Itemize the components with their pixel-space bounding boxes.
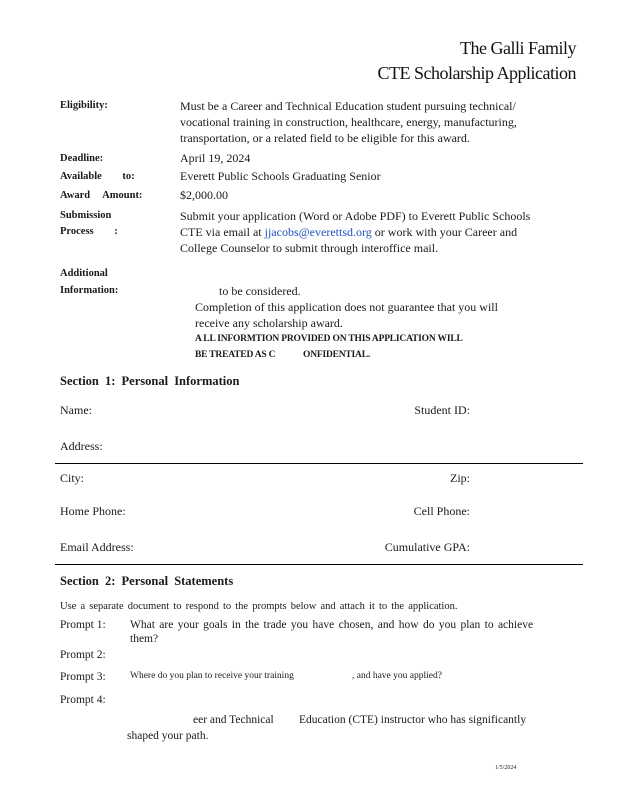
submission-label-1: Submission: [60, 210, 112, 221]
eligibility-label: Eligibility:: [60, 100, 108, 111]
city-label: City:: [60, 471, 85, 485]
zip-label: Zip:: [450, 471, 470, 485]
prompt3-text-a: Where do you plan to receive your training: [130, 671, 294, 681]
document-title-line2: CTE Scholarship Application: [377, 63, 576, 83]
bullet2-line-1: Completion of this application does not guarantee that you will: [195, 300, 498, 314]
additional-line-1: to be considered.: [219, 284, 301, 298]
prompt4-label: Prompt 4:: [60, 694, 106, 706]
address-label: Address:: [60, 439, 103, 453]
prompt3-label: Prompt 3:: [60, 671, 106, 683]
eligibility-line-3: transportation, or a related field to be eligible for this award.: [180, 131, 470, 145]
home-phone-label: Home Phone:: [60, 504, 126, 518]
student-id-label: Student ID:: [414, 403, 470, 417]
award-label: Award Amount:: [60, 190, 143, 201]
additional-label-2: Information:: [60, 285, 119, 296]
cell-phone-label: Cell Phone:: [413, 504, 470, 518]
address-underline: [55, 463, 583, 464]
section2-title: Section 2: Personal Statements: [60, 574, 234, 588]
submission-label-2: Process :: [60, 226, 118, 237]
award-value: $2,000.00: [180, 188, 228, 202]
section1-title: Section 1: Personal Information: [60, 374, 240, 388]
submission-line-2-pre: CTE via email at: [180, 225, 265, 239]
prompt1-line-2: them?: [130, 633, 159, 645]
gpa-label: Cumulative GPA:: [384, 540, 470, 554]
name-label: Name:: [60, 403, 92, 417]
document-title-line1: The Galli Family: [460, 38, 576, 58]
eligibility-line-2: vocational training in construction, healthcare, energy, manufacturing,: [180, 115, 517, 129]
available-value: Everett Public Schools Graduating Senior: [180, 169, 381, 183]
prompt2-label: Prompt 2:: [60, 649, 106, 661]
deadline-value: April 19, 2024: [180, 151, 251, 165]
email-address-label: Email Address:: [60, 540, 134, 554]
prompt1-label: Prompt 1:: [60, 619, 106, 631]
eligibility-line-1: Must be a Career and Technical Education student pursuing technical/: [180, 99, 516, 113]
section1-bottom-rule: [55, 564, 583, 565]
prompt4-line-2: shaped your path.: [127, 730, 209, 742]
additional-label-1: Additional: [60, 268, 108, 279]
bullet3-line-1: A LL INFORMTION PROVIDED ON THIS APPLICATION WILL: [195, 334, 463, 344]
available-label: Available to:: [60, 171, 135, 182]
deadline-label: Deadline:: [60, 153, 104, 164]
bullet2-line-2: receive any scholarship award.: [195, 316, 343, 330]
prompt4-line-1a: eer and Technical: [193, 714, 274, 726]
submission-line-3: College Counselor to submit through interoffice mail.: [180, 241, 439, 255]
footer-date: 1/5/2024: [495, 765, 517, 771]
submission-line-2-post: or work with your Career and: [371, 225, 518, 239]
section2-instructions: Use a separate document to respond to the prompts below and attach it to the application.: [60, 601, 458, 612]
bullet3-line-2b: ONFIDENTIAL.: [303, 350, 371, 360]
submission-line-1: Submit your application (Word or Adobe PDF) to Everett Public Schools: [180, 209, 531, 223]
bullet3-line-2a: BE TREATED AS C: [195, 350, 276, 360]
email-link[interactable]: jjacobs@everettsd.org: [264, 225, 372, 239]
prompt3-text-b: , and have you applied?: [352, 671, 442, 681]
prompt1-line-1: What are your goals in the trade you have chosen, and how do you plan to achieve: [130, 619, 534, 631]
submission-line-2: [180, 224, 517, 240]
prompt4-line-1b: Education (CTE) instructor who has significantly: [299, 714, 527, 726]
